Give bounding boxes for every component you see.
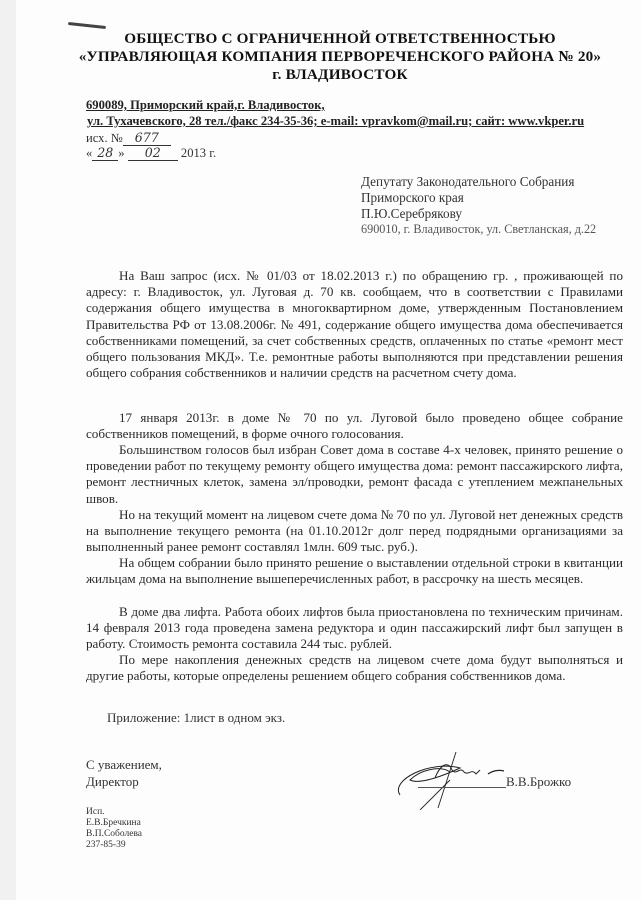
closing-position: Директор bbox=[86, 774, 139, 789]
paragraph-text: Но на текущий момент на лицевом счете дома № 70 по ул. Луговой нет денежных средств на выполнение текущего ремонта (на 01.10.2012г долг перед подрядными организациями за выполненный ранее ремонт составлял 1млн. 609 тыс. руб.). bbox=[86, 507, 623, 555]
recipient-name: П.Ю.Серебрякову bbox=[361, 206, 462, 221]
paragraph-text: Большинством голосов был избран Совет дома в составе 4-х человек, принято решение о проведении работ по текущему ремонту общего имущества дома: ремонт пассажирского лифта, ремонт лестничных клеток, замена эл/проводки, ремонт фасада с утеплением межпанельных швов. bbox=[86, 442, 623, 506]
executor-label: Исп. bbox=[86, 807, 105, 817]
executor-phone: 237-85-39 bbox=[86, 840, 126, 850]
recipient-address: 690010, г. Владивосток, ул. Светланская, д.22 bbox=[361, 222, 597, 236]
closing-regards: С уважением, bbox=[86, 757, 162, 772]
paragraph-text: В доме два лифта. Работа обоих лифтов была приостановлена по техническим причинам. 14 февраля 2013 года проведена замена редуктора и один пассажирский лифт был запущен в работу. Стоимость ремонта составила 244 тыс. рублей. bbox=[86, 604, 623, 652]
date-day: 28 bbox=[92, 145, 118, 161]
paragraph bbox=[86, 442, 623, 507]
quote-close: » bbox=[118, 146, 125, 160]
paragraph bbox=[86, 410, 623, 442]
date-year: 2013 г. bbox=[180, 146, 217, 160]
quote-open: « bbox=[86, 146, 93, 160]
paragraph-text: 17 января 2013г. в доме № 70 по ул. Луговой было проведено общее собрание собственников помещений, в форме очного голосования. bbox=[86, 410, 623, 442]
company-name-line1: ОБЩЕСТВО С ОГРАНИЧЕННОЙ ОТВЕТСТВЕННОСТЬЮ bbox=[124, 30, 556, 47]
company-contacts: ул. Тухачевского, 28 тел./факс 234-35-36; e-mail: vpravkom@mail.ru; сайт: www.vkper.ru bbox=[87, 114, 585, 128]
outgoing-date bbox=[86, 145, 216, 161]
outgoing-number bbox=[86, 130, 171, 146]
executor-name: Е.В.Бречкина bbox=[86, 818, 141, 828]
recipient-line2: Приморского края bbox=[361, 190, 464, 205]
paragraph bbox=[86, 555, 623, 587]
outgoing-number-label: исх. № bbox=[86, 131, 123, 145]
company-name-line2: «УПРАВЛЯЮЩАЯ КОМПАНИЯ ПЕРВОРЕЧЕНСКОГО РАЙОНА № 20» bbox=[78, 48, 602, 65]
paragraph bbox=[86, 507, 623, 556]
paragraph-text: На общем собрании было принято решение о выставлении отдельной строки в квитанции жильцам дома на выполнение вышеперечисленных работ, в рассрочку на шесть месяцев. bbox=[86, 555, 623, 587]
date-month: 02 bbox=[128, 145, 178, 161]
signatory-name: В.В.Брожко bbox=[506, 774, 572, 789]
company-city: г. ВЛАДИВОСТОК bbox=[272, 66, 408, 83]
outgoing-number-value: 677 bbox=[123, 130, 171, 146]
scan-edge bbox=[0, 0, 16, 900]
pen-mark bbox=[68, 22, 106, 29]
executor-name: В.П.Соболева bbox=[86, 829, 143, 839]
attachment-note: Приложение: 1лист в одном экз. bbox=[107, 710, 286, 725]
paragraph bbox=[86, 604, 623, 653]
handwritten-signature bbox=[390, 740, 520, 810]
paragraph bbox=[86, 268, 623, 381]
paragraph bbox=[86, 652, 623, 684]
paragraph-text: По мере накопления денежных средств на лицевом счете дома будут выполняться и другие работы, которые определены решением общего собрания собственников дома. bbox=[86, 652, 623, 684]
signature-line bbox=[418, 787, 506, 788]
paragraph-text: На Ваш запрос (исх. № 01/03 от 18.02.2013 г.) по обращению гр. , проживающей по адресу: г. Владивосток, ул. Луговая д. 70 кв. сообщаем, что в соответствии с Правилами содержания общего имущества в многоквартирном доме, утвержденным Постановлением Правительства РФ от 13.08.2006г. № 491, содержание общего имущества дома обеспечивается собственниками помещений, за счет собственных средств, оплаченных по статье «ремонт мест общего пользования МКД». Т.е. ремонтные работы выполняются при представлении решения общего собрания собственников и наличии средств на расчетном счету дома. bbox=[86, 268, 623, 381]
recipient-line1: Депутату Законодательного Собрания bbox=[361, 174, 575, 189]
company-address: 690089, Приморский край,г. Владивосток, bbox=[86, 98, 325, 112]
